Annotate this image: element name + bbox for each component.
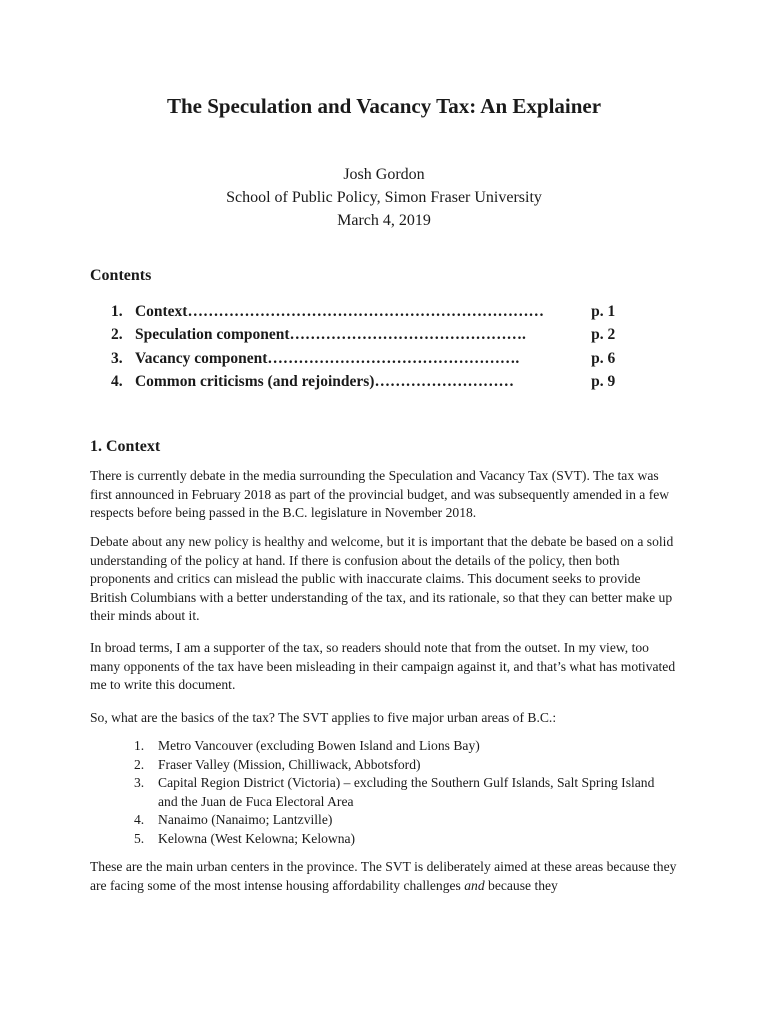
author-block [0,163,768,232]
toc-entry-page: p. 2 [591,326,616,344]
author-affiliation: School of Public Policy, Simon Fraser University [226,189,542,206]
toc-entry-page: p. 9 [591,373,616,391]
list-item [134,830,674,849]
toc-entry-number: 4. [111,373,123,391]
list-item-number: 3. [134,775,145,790]
section-heading-context: 1. Context [90,438,161,455]
toc-entry-title: Vacancy component…………………………………………. [134,349,520,367]
paragraph-text-end: because they [484,877,558,893]
urban-areas-list [134,737,674,848]
list-item-text: Metro Vancouver (excluding Bowen Island and Lions Bay) [158,738,480,753]
toc-entry-context[interactable] [111,300,631,324]
paragraph-urban-centers [90,858,680,895]
paragraph-text: These are the main urban centers in the province. The SVT is deliberately aimed at these areas because they are facing some of the most intense housing affordability challenges [90,859,677,893]
paragraph-support: In broad terms, I am a supporter of the tax, so readers should note that from the outset. In my view, too many opponents of the tax have been misleading in their campaign against it, and that’s what has motivated me to write this document. [90,640,676,692]
list-item [134,756,674,775]
toc-entry-criticisms[interactable] [111,371,631,395]
list-item-number: 5. [134,830,145,846]
document-title: The Speculation and Vacancy Tax: An Explainer [166,94,602,118]
paragraph-basics: So, what are the basics of the tax? The SVT applies to five major urban areas of B.C.: [90,710,557,725]
table-of-contents [111,300,631,394]
toc-entry-title: Context…………………………………………………………… [134,302,544,320]
list-item-number: 4. [134,812,145,827]
list-item-text: Fraser Valley (Mission, Chilliwack, Abbotsford) [158,756,421,772]
paragraph-debate: Debate about any new policy is healthy and welcome, but it is important that the debate be based on a solid understanding of the policy at hand. If there is confusion about the details of the policy, then both proponents and critics can mislead the public with inaccurate claims. This document seeks to provide British Columbians with a better understanding of the tax, and its rationale, so that they can better make up their minds about it. [90,534,674,623]
list-item-text: Nanaimo (Nanaimo; Lantzville) [158,812,333,827]
toc-entry-speculation[interactable] [111,324,631,348]
list-item-text: Kelowna (West Kelowna; Kelowna) [158,830,356,846]
toc-entry-number: 2. [111,326,123,344]
contents-heading: Contents [90,267,152,284]
list-item-number: 2. [134,756,145,772]
emphasis-text: and [464,877,485,893]
document-date: March 4, 2019 [337,212,431,229]
toc-entry-title: Speculation component………………………………………. [134,326,526,344]
toc-entry-page: p. 6 [591,349,616,367]
paragraph-intro: There is currently debate in the media surrounding the Speculation and Vacancy Tax (SVT). The tax was first announced in February 2018 as part of the provincial budget, and was subsequently amended in a few respects before being passed in the B.C. legislature in November 2018. [90,468,670,520]
list-item [134,737,674,756]
list-item [134,811,674,830]
list-item [134,774,674,811]
toc-entry-number: 1. [111,302,123,320]
toc-entry-title: Common criticisms (and rejoinders)……………………… [134,373,514,391]
toc-entry-page: p. 1 [591,302,616,320]
list-item-text: Capital Region District (Victoria) – excluding the Southern Gulf Islands, Salt Spring Island and the Juan de Fuca Electoral Area [158,775,655,809]
list-item-number: 1. [134,738,145,753]
author-name: Josh Gordon [343,166,425,183]
toc-entry-number: 3. [111,349,123,367]
toc-entry-vacancy[interactable] [111,347,631,371]
